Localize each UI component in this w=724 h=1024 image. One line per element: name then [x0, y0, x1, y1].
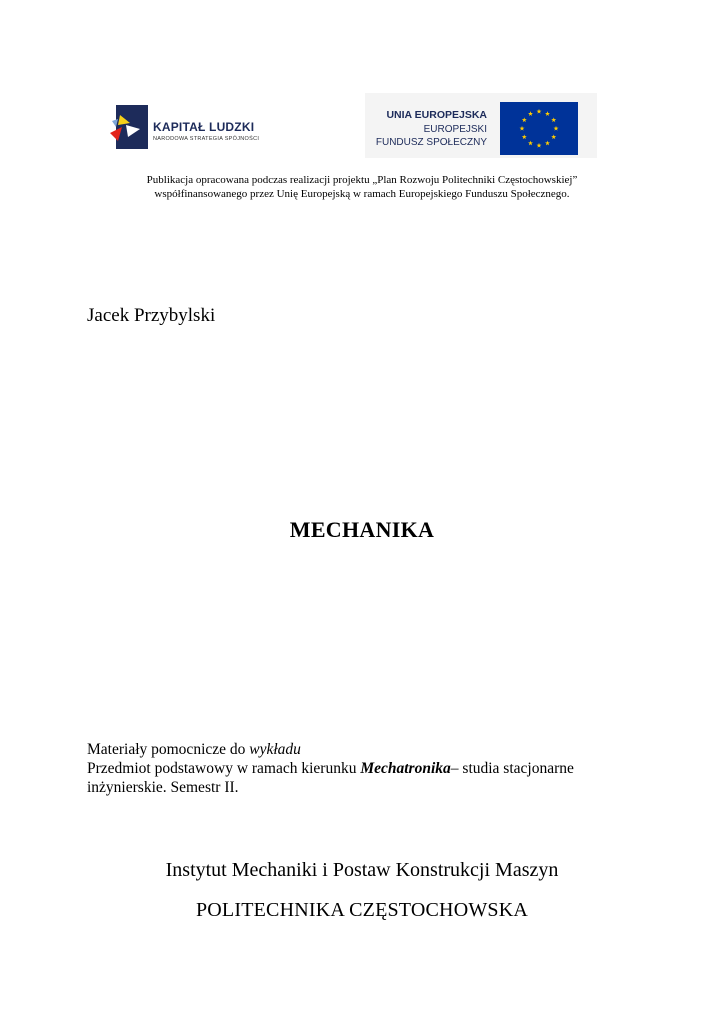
eu-fund-logo [365, 93, 597, 158]
publication-note-line2: współfinansowanego przez Unię Europejską w ramach Europejskiego Funduszu Społecznego. [154, 188, 570, 200]
description-line2-suffix: – studia stacjonarne [450, 760, 574, 777]
eu-logo-line3: FUNDUSZ SPOŁECZNY [375, 137, 487, 148]
kapital-ludzki-subtitle: NARODOWA STRATEGIA SPÓJNOŚCI [153, 136, 260, 142]
kapital-ludzki-emblem-icon [108, 103, 150, 151]
description-line1 [87, 740, 574, 759]
author-name: Jacek Przybylski [87, 305, 216, 326]
eu-flag-icon [500, 102, 578, 155]
description-line2 [87, 759, 574, 778]
kapital-ludzki-name: KAPITAŁ LUDZKI [153, 120, 255, 134]
description-line3: inżynierskie. Semestr II. [87, 779, 239, 796]
kapital-ludzki-logo [108, 103, 283, 151]
lecture-word: wykładu [249, 741, 301, 758]
eu-logo-line2: EUROPEJSKI [423, 124, 487, 135]
course-description [87, 740, 574, 797]
university-name: POLITECHNIKA CZĘSTOCHOWSKA [195, 899, 529, 921]
description-line2-text: Przedmiot podstawowy w ramach kierunku [87, 760, 361, 777]
description-line1-text: Materiały pomocnicze do [87, 741, 250, 758]
document-title: MECHANIKA [289, 517, 435, 542]
publication-note-line1: Publikacja opracowana podczas realizacji projektu „Plan Rozwoju Politechniki Częstochowskiej” [146, 174, 578, 186]
field-of-study: Mechatronika [360, 760, 451, 777]
institute-name: Instytut Mechaniki i Postaw Konstrukcji Maszyn [165, 859, 559, 881]
eu-logo-line1: UNIA EUROPEJSKA [386, 109, 487, 121]
publication-note [0, 173, 724, 201]
